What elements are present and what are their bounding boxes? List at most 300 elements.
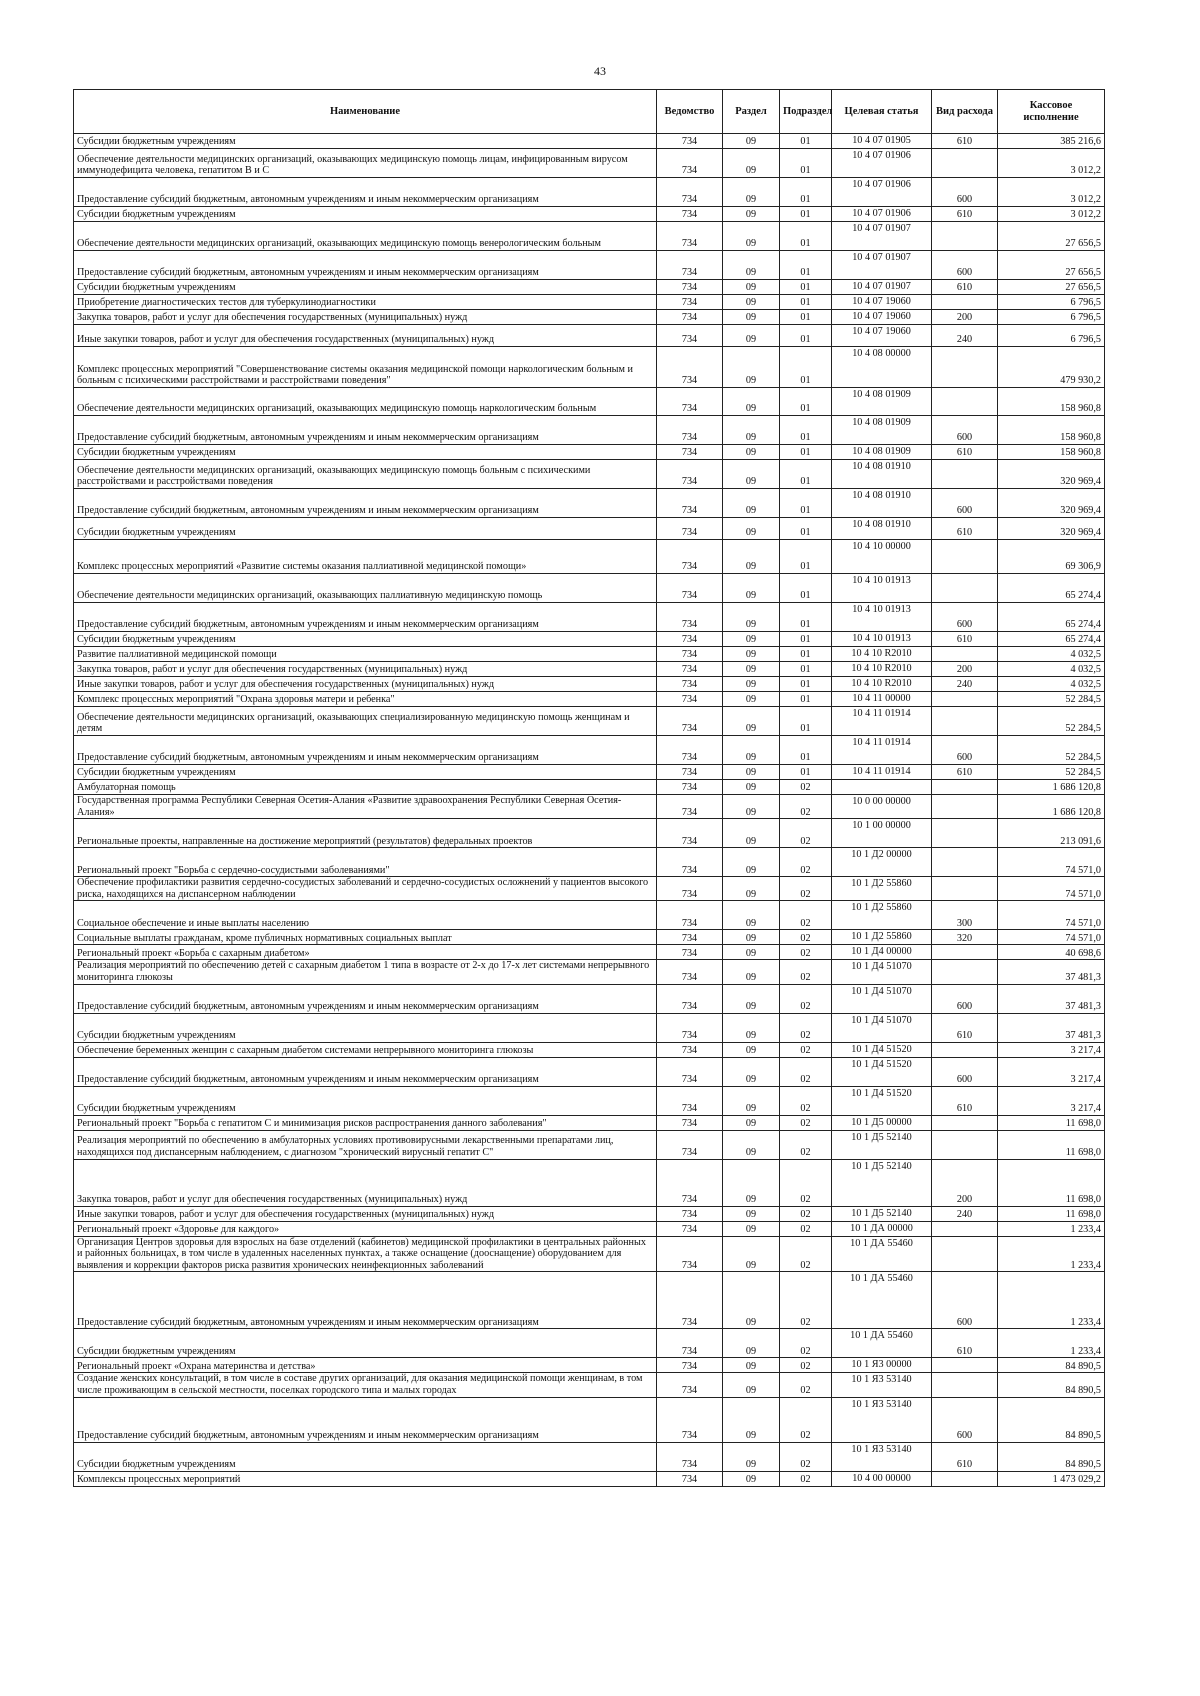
row-department: 734 (657, 765, 723, 780)
row-amount: 11 698,0 (998, 1206, 1105, 1221)
row-subsection: 01 (780, 178, 832, 207)
row-amount: 3 012,2 (998, 149, 1105, 178)
row-name: Региональный проект «Здоровье для каждого» (74, 1221, 657, 1236)
row-subsection: 02 (780, 930, 832, 945)
row-department: 734 (657, 445, 723, 460)
row-section: 09 (723, 1236, 780, 1272)
row-amount: 4 032,5 (998, 647, 1105, 662)
row-expense-type (932, 295, 998, 310)
row-target-article: 10 4 07 19060 (832, 325, 932, 347)
row-section: 09 (723, 930, 780, 945)
row-section: 09 (723, 1042, 780, 1057)
row-target-article: 10 4 07 01906 (832, 207, 932, 222)
row-amount: 3 012,2 (998, 207, 1105, 222)
row-expense-type (932, 1358, 998, 1373)
row-amount: 37 481,3 (998, 984, 1105, 1013)
header-name: Наименование (74, 90, 657, 134)
table-row (74, 388, 1105, 416)
row-target-article: 10 1 Д2 00000 (832, 848, 932, 877)
row-expense-type (932, 1236, 998, 1272)
row-subsection: 02 (780, 819, 832, 848)
table-row (74, 736, 1105, 765)
row-target-article: 10 4 07 01907 (832, 222, 932, 251)
row-target-article: 10 1 Я3 00000 (832, 1358, 932, 1373)
row-target-article (832, 780, 932, 795)
row-subsection: 01 (780, 489, 832, 518)
row-expense-type (932, 1042, 998, 1057)
table-header-row (74, 90, 1105, 134)
row-subsection: 02 (780, 795, 832, 819)
row-target-article: 10 0 00 00000 (832, 795, 932, 819)
row-section: 09 (723, 1397, 780, 1442)
row-section: 09 (723, 222, 780, 251)
row-section: 09 (723, 295, 780, 310)
row-name: Иные закупки товаров, работ и услуг для обеспечения государственных (муниципальных) нужд (74, 325, 657, 347)
row-amount: 6 796,5 (998, 325, 1105, 347)
row-name: Субсидии бюджетным учреждениям (74, 518, 657, 540)
row-section: 09 (723, 1206, 780, 1221)
row-target-article: 10 4 07 01905 (832, 134, 932, 149)
row-name: Комплексы процессных мероприятий (74, 1471, 657, 1486)
row-department: 734 (657, 295, 723, 310)
row-department: 734 (657, 1159, 723, 1206)
row-department: 734 (657, 574, 723, 603)
row-section: 09 (723, 662, 780, 677)
row-amount: 4 032,5 (998, 662, 1105, 677)
row-expense-type (932, 819, 998, 848)
row-amount: 37 481,3 (998, 960, 1105, 984)
row-expense-type (932, 960, 998, 984)
row-section: 09 (723, 280, 780, 295)
row-section: 09 (723, 945, 780, 960)
table-row (74, 1221, 1105, 1236)
row-department: 734 (657, 207, 723, 222)
row-name: Субсидии бюджетным учреждениям (74, 280, 657, 295)
table-row (74, 251, 1105, 280)
row-expense-type: 200 (932, 310, 998, 325)
row-name: Обеспечение деятельности медицинских организаций, оказывающих медицинскую помощь лицам, инфицированным вирусом иммунодефицита человека, гепатитом В и С (74, 149, 657, 178)
row-target-article: 10 1 Д2 55860 (832, 930, 932, 945)
row-section: 09 (723, 388, 780, 416)
row-subsection: 02 (780, 1236, 832, 1272)
row-expense-type (932, 647, 998, 662)
row-expense-type (932, 1221, 998, 1236)
row-expense-type (932, 707, 998, 736)
row-amount: 1 233,4 (998, 1329, 1105, 1358)
row-subsection: 01 (780, 251, 832, 280)
table-row (74, 540, 1105, 574)
row-department: 734 (657, 901, 723, 930)
row-department: 734 (657, 848, 723, 877)
row-department: 734 (657, 310, 723, 325)
row-amount: 479 930,2 (998, 347, 1105, 388)
row-subsection: 01 (780, 677, 832, 692)
row-amount: 213 091,6 (998, 819, 1105, 848)
row-section: 09 (723, 1013, 780, 1042)
row-name: Приобретение диагностических тестов для туберкулинодиагностики (74, 295, 657, 310)
row-name: Обеспечение беременных женщин с сахарным диабетом системами непрерывного мониторинга глюкозы (74, 1042, 657, 1057)
row-amount: 6 796,5 (998, 295, 1105, 310)
row-name: Реализация мероприятий по обеспечению детей с сахарным диабетом 1 типа в возрасте от 2-х до 17-х лет системами непрерывного мониторинга глюкозы (74, 960, 657, 984)
row-expense-type: 600 (932, 984, 998, 1013)
row-subsection: 02 (780, 1471, 832, 1486)
row-amount: 74 571,0 (998, 848, 1105, 877)
row-target-article: 10 4 11 01914 (832, 707, 932, 736)
row-name: Предоставление субсидий бюджетным, автономным учреждениям и иным некоммерческим организациям (74, 1397, 657, 1442)
row-subsection: 01 (780, 692, 832, 707)
row-subsection: 01 (780, 388, 832, 416)
row-amount: 11 698,0 (998, 1159, 1105, 1206)
row-amount: 84 890,5 (998, 1442, 1105, 1471)
row-target-article: 10 1 Я3 53140 (832, 1442, 932, 1471)
row-section: 09 (723, 1057, 780, 1086)
table-row (74, 1206, 1105, 1221)
table-row (74, 280, 1105, 295)
row-section: 09 (723, 310, 780, 325)
row-amount: 52 284,5 (998, 765, 1105, 780)
row-name: Предоставление субсидий бюджетным, автономным учреждениям и иным некоммерческим организациям (74, 178, 657, 207)
table-row (74, 692, 1105, 707)
row-name: Субсидии бюджетным учреждениям (74, 134, 657, 149)
row-name: Региональный проект "Борьба с гепатитом С и минимизация рисков распространения данного заболевания" (74, 1115, 657, 1130)
row-section: 09 (723, 819, 780, 848)
table-row (74, 819, 1105, 848)
row-target-article: 10 1 Д4 51520 (832, 1086, 932, 1115)
table-row (74, 1329, 1105, 1358)
row-name: Региональный проект «Борьба с сахарным диабетом» (74, 945, 657, 960)
row-expense-type: 610 (932, 445, 998, 460)
row-expense-type: 600 (932, 178, 998, 207)
row-amount: 65 274,4 (998, 603, 1105, 632)
row-target-article: 10 4 10 R2010 (832, 647, 932, 662)
row-section: 09 (723, 207, 780, 222)
row-section: 09 (723, 489, 780, 518)
row-expense-type (932, 780, 998, 795)
row-subsection: 01 (780, 662, 832, 677)
row-target-article: 10 1 ДА 00000 (832, 1221, 932, 1236)
row-expense-type: 200 (932, 1159, 998, 1206)
row-expense-type: 600 (932, 1057, 998, 1086)
row-department: 734 (657, 1206, 723, 1221)
row-subsection: 02 (780, 1358, 832, 1373)
row-department: 734 (657, 325, 723, 347)
row-expense-type (932, 1115, 998, 1130)
row-expense-type: 610 (932, 765, 998, 780)
table-row (74, 632, 1105, 647)
row-subsection: 01 (780, 310, 832, 325)
row-section: 09 (723, 1221, 780, 1236)
row-expense-type (932, 149, 998, 178)
row-expense-type: 610 (932, 518, 998, 540)
row-subsection: 02 (780, 1272, 832, 1329)
row-department: 734 (657, 677, 723, 692)
row-expense-type: 610 (932, 1013, 998, 1042)
table-row (74, 647, 1105, 662)
row-name: Обеспечение деятельности медицинских организаций, оказывающих медицинскую помощь венерологическим больным (74, 222, 657, 251)
row-department: 734 (657, 251, 723, 280)
row-target-article: 10 1 Я3 53140 (832, 1373, 932, 1397)
row-target-article: 10 4 11 01914 (832, 765, 932, 780)
row-name: Субсидии бюджетным учреждениям (74, 632, 657, 647)
row-amount: 84 890,5 (998, 1397, 1105, 1442)
row-name: Комплекс процессных мероприятий "Охрана здоровья матери и ребенка" (74, 692, 657, 707)
table-row (74, 1115, 1105, 1130)
row-target-article: 10 4 07 01906 (832, 178, 932, 207)
table-row (74, 901, 1105, 930)
row-amount: 320 969,4 (998, 489, 1105, 518)
row-subsection: 02 (780, 1159, 832, 1206)
row-department: 734 (657, 388, 723, 416)
row-expense-type (932, 222, 998, 251)
header-section: Раздел (723, 90, 780, 134)
row-target-article: 10 4 08 00000 (832, 347, 932, 388)
row-subsection: 01 (780, 280, 832, 295)
row-subsection: 01 (780, 222, 832, 251)
row-expense-type (932, 574, 998, 603)
table-row (74, 1272, 1105, 1329)
row-name: Обеспечение профилактики развития сердечно-сосудистых заболеваний и сердечно-сосудистых осложнений у пациентов высокого риска, находящихся на диспансерном наблюдении (74, 877, 657, 901)
row-amount: 1 233,4 (998, 1236, 1105, 1272)
table-row (74, 930, 1105, 945)
row-amount: 74 571,0 (998, 877, 1105, 901)
row-target-article: 10 4 08 01910 (832, 460, 932, 489)
row-target-article: 10 1 Д4 51520 (832, 1042, 932, 1057)
row-subsection: 01 (780, 460, 832, 489)
row-amount: 1 686 120,8 (998, 780, 1105, 795)
row-subsection: 02 (780, 1115, 832, 1130)
row-expense-type: 610 (932, 1442, 998, 1471)
row-target-article: 10 4 08 01910 (832, 518, 932, 540)
row-target-article: 10 1 Д2 55860 (832, 901, 932, 930)
row-subsection: 01 (780, 736, 832, 765)
row-subsection: 02 (780, 1042, 832, 1057)
row-name: Субсидии бюджетным учреждениям (74, 207, 657, 222)
table-row (74, 1442, 1105, 1471)
row-amount: 65 274,4 (998, 632, 1105, 647)
page-number: 43 (594, 64, 606, 78)
row-section: 09 (723, 960, 780, 984)
table-row (74, 295, 1105, 310)
row-name: Закупка товаров, работ и услуг для обеспечения государственных (муниципальных) нужд (74, 662, 657, 677)
row-amount: 40 698,6 (998, 945, 1105, 960)
row-amount: 74 571,0 (998, 901, 1105, 930)
row-name: Предоставление субсидий бюджетным, автономным учреждениям и иным некоммерческим организациям (74, 1057, 657, 1086)
table-row (74, 1236, 1105, 1272)
row-department: 734 (657, 945, 723, 960)
row-department: 734 (657, 1013, 723, 1042)
row-section: 09 (723, 1358, 780, 1373)
row-target-article: 10 4 07 19060 (832, 310, 932, 325)
row-department: 734 (657, 416, 723, 445)
row-department: 734 (657, 632, 723, 647)
row-target-article: 10 1 Д2 55860 (832, 877, 932, 901)
row-subsection: 02 (780, 1373, 832, 1397)
row-amount: 158 960,8 (998, 416, 1105, 445)
row-amount: 158 960,8 (998, 445, 1105, 460)
row-name: Субсидии бюджетным учреждениям (74, 1013, 657, 1042)
row-department: 734 (657, 1471, 723, 1486)
row-section: 09 (723, 736, 780, 765)
table-row (74, 877, 1105, 901)
row-subsection: 02 (780, 984, 832, 1013)
row-section: 09 (723, 1159, 780, 1206)
row-name: Обеспечение деятельности медицинских организаций, оказывающих медицинскую помощь наркологическим больным (74, 388, 657, 416)
row-name: Региональные проекты, направленные на достижение мероприятий (результатов) федеральных проектов (74, 819, 657, 848)
row-subsection: 02 (780, 1329, 832, 1358)
row-expense-type (932, 388, 998, 416)
row-subsection: 02 (780, 960, 832, 984)
row-amount: 1 473 029,2 (998, 1471, 1105, 1486)
row-amount: 6 796,5 (998, 310, 1105, 325)
row-subsection: 01 (780, 574, 832, 603)
row-section: 09 (723, 603, 780, 632)
table-row (74, 222, 1105, 251)
row-target-article: 10 1 ДА 55460 (832, 1272, 932, 1329)
row-section: 09 (723, 632, 780, 647)
table-row (74, 984, 1105, 1013)
row-subsection: 01 (780, 647, 832, 662)
row-amount: 69 306,9 (998, 540, 1105, 574)
row-section: 09 (723, 1329, 780, 1358)
row-expense-type: 610 (932, 280, 998, 295)
row-subsection: 02 (780, 1397, 832, 1442)
table-row (74, 149, 1105, 178)
row-name: Комплекс процессных мероприятий «Развитие системы оказания паллиативной медицинской помощи» (74, 540, 657, 574)
row-department: 734 (657, 460, 723, 489)
row-subsection: 02 (780, 877, 832, 901)
row-subsection: 02 (780, 1086, 832, 1115)
row-section: 09 (723, 178, 780, 207)
row-expense-type (932, 540, 998, 574)
table-row (74, 178, 1105, 207)
row-expense-type (932, 1471, 998, 1486)
row-amount: 52 284,5 (998, 736, 1105, 765)
row-section: 09 (723, 574, 780, 603)
row-section: 09 (723, 347, 780, 388)
table-row (74, 1373, 1105, 1397)
row-target-article: 10 1 Д5 00000 (832, 1115, 932, 1130)
row-subsection: 02 (780, 1442, 832, 1471)
row-department: 734 (657, 178, 723, 207)
row-amount: 37 481,3 (998, 1013, 1105, 1042)
row-expense-type (932, 795, 998, 819)
row-target-article: 10 1 ДА 55460 (832, 1329, 932, 1358)
table-row (74, 347, 1105, 388)
table-row (74, 960, 1105, 984)
row-name: Амбулаторная помощь (74, 780, 657, 795)
row-expense-type: 610 (932, 207, 998, 222)
row-section: 09 (723, 1442, 780, 1471)
row-amount: 65 274,4 (998, 574, 1105, 603)
table-body (74, 134, 1105, 1487)
row-department: 734 (657, 1272, 723, 1329)
table-row (74, 445, 1105, 460)
row-expense-type (932, 945, 998, 960)
row-amount: 3 217,4 (998, 1057, 1105, 1086)
row-target-article: 10 1 ДА 55460 (832, 1236, 932, 1272)
row-department: 734 (657, 1442, 723, 1471)
row-department: 734 (657, 736, 723, 765)
row-department: 734 (657, 1130, 723, 1159)
row-department: 734 (657, 1221, 723, 1236)
table-row (74, 460, 1105, 489)
row-expense-type: 600 (932, 1272, 998, 1329)
table-row (74, 707, 1105, 736)
table-row (74, 603, 1105, 632)
row-department: 734 (657, 1086, 723, 1115)
row-department: 734 (657, 1358, 723, 1373)
row-section: 09 (723, 780, 780, 795)
row-amount: 11 698,0 (998, 1130, 1105, 1159)
row-department: 734 (657, 149, 723, 178)
row-name: Предоставление субсидий бюджетным, автономным учреждениям и иным некоммерческим организациям (74, 603, 657, 632)
table-row (74, 795, 1105, 819)
header-cash-execution: Кассовое исполнение (998, 90, 1105, 134)
row-subsection: 01 (780, 347, 832, 388)
row-expense-type: 610 (932, 1086, 998, 1115)
row-expense-type: 610 (932, 134, 998, 149)
table-row (74, 1397, 1105, 1442)
row-subsection: 02 (780, 848, 832, 877)
row-expense-type (932, 1373, 998, 1397)
row-department: 734 (657, 489, 723, 518)
table-row (74, 1013, 1105, 1042)
row-expense-type: 610 (932, 632, 998, 647)
row-section: 09 (723, 1373, 780, 1397)
row-section: 09 (723, 1272, 780, 1329)
row-department: 734 (657, 280, 723, 295)
row-expense-type: 320 (932, 930, 998, 945)
row-target-article: 10 4 10 R2010 (832, 677, 932, 692)
row-target-article: 10 1 Д5 52140 (832, 1159, 932, 1206)
row-amount: 84 890,5 (998, 1373, 1105, 1397)
table-row (74, 416, 1105, 445)
row-amount: 4 032,5 (998, 677, 1105, 692)
row-name: Организация Центров здоровья для взрослых на базе отделений (кабинетов) медицинской профилактики в центральных районных и районных больницах, в том числе в удаленных населенных пунктах, а также оснащение (дооснащение) оборудованием для выявления и коррекции факторов риска развития хронических неинфекционных заболеваний (74, 1236, 657, 1272)
row-section: 09 (723, 1471, 780, 1486)
row-subsection: 02 (780, 1206, 832, 1221)
row-section: 09 (723, 877, 780, 901)
row-expense-type (932, 460, 998, 489)
row-name: Закупка товаров, работ и услуг для обеспечения государственных (муниципальных) нужд (74, 310, 657, 325)
row-amount: 385 216,6 (998, 134, 1105, 149)
row-department: 734 (657, 930, 723, 945)
row-department: 734 (657, 1397, 723, 1442)
row-department: 734 (657, 795, 723, 819)
row-department: 734 (657, 1329, 723, 1358)
row-name: Предоставление субсидий бюджетным, автономным учреждениям и иным некоммерческим организациям (74, 736, 657, 765)
row-department: 734 (657, 347, 723, 388)
header-subsection: Подраздел (780, 90, 832, 134)
row-department: 734 (657, 960, 723, 984)
table-row (74, 1057, 1105, 1086)
row-department: 734 (657, 819, 723, 848)
row-department: 734 (657, 1042, 723, 1057)
row-amount: 158 960,8 (998, 388, 1105, 416)
row-name: Региональный проект "Борьба с сердечно-сосудистыми заболеваниями" (74, 848, 657, 877)
table-row (74, 945, 1105, 960)
row-name: Предоставление субсидий бюджетным, автономным учреждениям и иным некоммерческим организациям (74, 984, 657, 1013)
table-row (74, 1086, 1105, 1115)
row-section: 09 (723, 416, 780, 445)
row-expense-type: 300 (932, 901, 998, 930)
row-expense-type: 240 (932, 1206, 998, 1221)
row-expense-type (932, 692, 998, 707)
row-department: 734 (657, 984, 723, 1013)
table-row (74, 780, 1105, 795)
row-expense-type: 200 (932, 662, 998, 677)
row-subsection: 01 (780, 207, 832, 222)
